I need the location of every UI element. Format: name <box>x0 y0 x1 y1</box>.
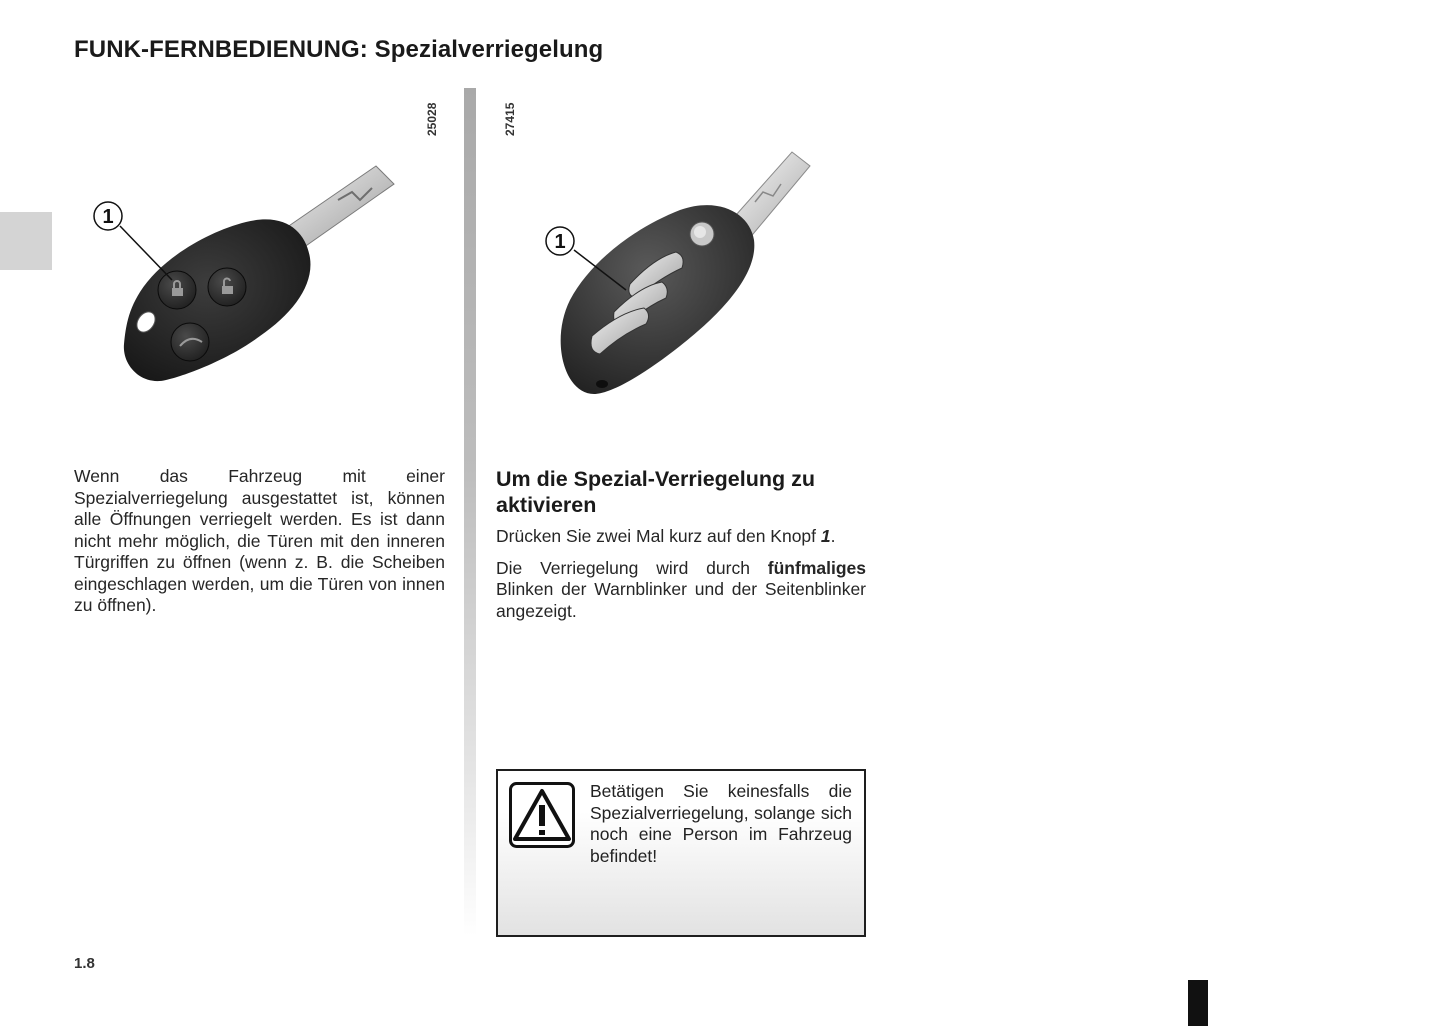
emphasis-text: fünfmaliges <box>767 557 866 578</box>
page-edge-marker <box>1188 980 1208 1026</box>
activation-instructions <box>496 466 866 622</box>
warning-text: Betätigen Sie keinesfalls die Spezialverriegelung, solange sich noch eine Person im Fahrzeug befindet! <box>590 781 852 866</box>
page-number: 1.8 <box>74 955 95 972</box>
intro-text-block <box>74 466 445 617</box>
warning-triangle-icon <box>509 782 575 848</box>
figure-code-2: 27415 <box>503 102 517 136</box>
instruction-paragraph-1: Drücken Sie zwei Mal kurz auf den Knopf 1. <box>496 526 836 546</box>
button-reference: 1 <box>820 526 831 546</box>
instruction-paragraph-2: Die Verriegelung wird durch fünfmaliges Blinken der Warnblinker und der Seitenblinker angezeigt. <box>496 557 866 621</box>
figure-2-callout: 1 <box>554 231 566 253</box>
section-heading: Um die Spezial-Verriegelung zu aktivieren <box>496 467 815 517</box>
folding-remote-key-image <box>530 140 840 420</box>
figure-1-callout: 1 <box>102 206 114 228</box>
page-title: FUNK-FERNBEDIENUNG: Spezialverriegelung <box>74 36 604 63</box>
three-button-remote-key-image <box>80 140 420 420</box>
section-tab <box>0 212 52 270</box>
figure-code-1: 25028 <box>425 102 439 136</box>
warning-box <box>496 769 866 937</box>
column-divider <box>464 88 476 936</box>
intro-paragraph: Wenn das Fahrzeug mit einer Spezialverriegelung ausgestattet ist, können alle Öffnungen verriegelt werden. Es ist dann nicht mehr möglich, die Türen mit den inneren Türgriffen zu öffnen (wenn z. B. die Scheiben eingeschlagen werden, um die Türen von innen zu öffnen). <box>74 466 445 615</box>
